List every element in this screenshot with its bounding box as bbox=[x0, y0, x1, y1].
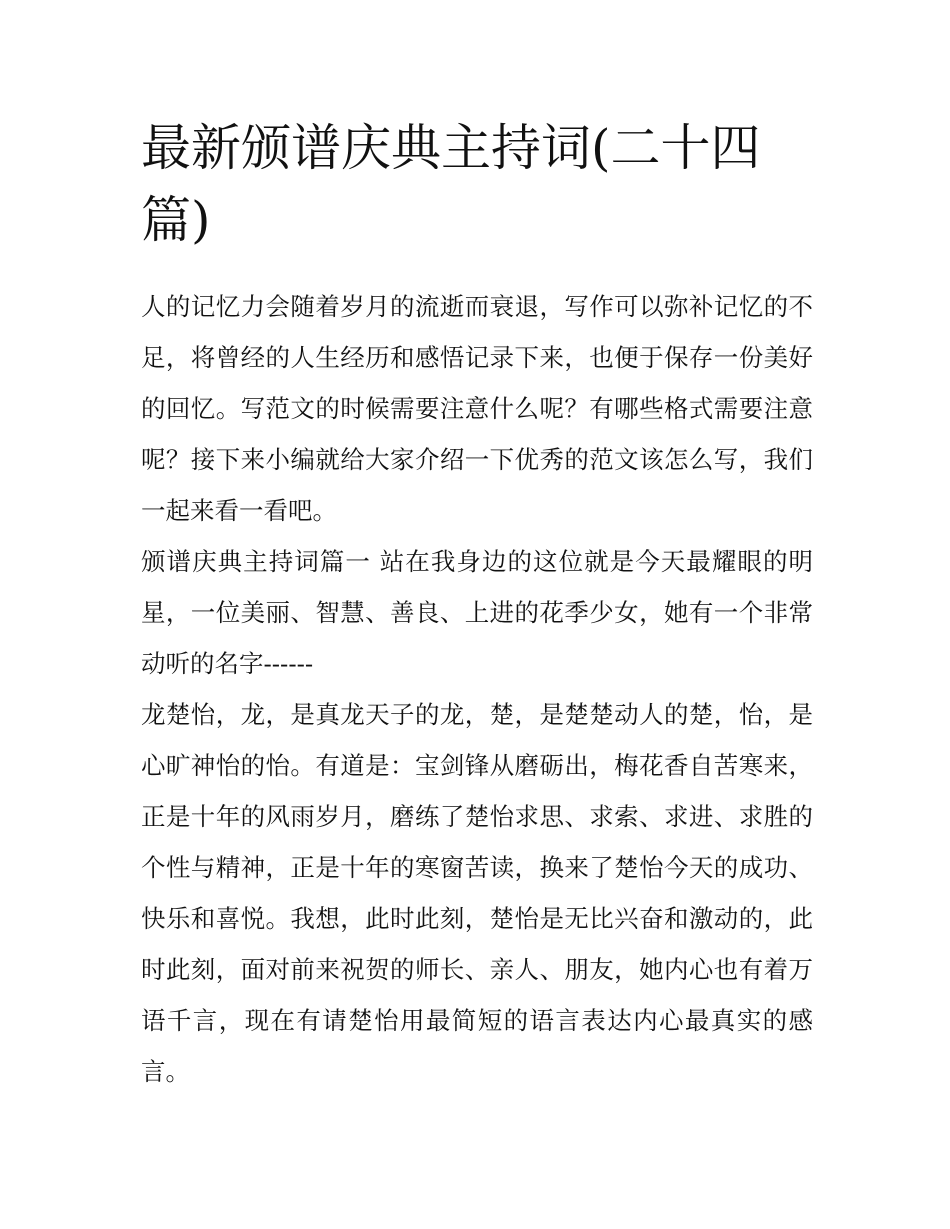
document-title: 最新颁谱庆典主持词(二十四篇) bbox=[141, 119, 761, 249]
document-body bbox=[141, 112, 813, 1097]
body-paragraph: 龙楚怡，龙，是真龙天子的龙，楚，是楚楚动人的楚，怡，是心旷神怡的怡。有道是：宝剑锋从磨砺出，梅花香自苦寒来，正是十年的风雨岁月，磨练了楚怡求思、求索、求进、求胜的个性与精神，正是十年的寒窗苦读，换来了楚怡今天的成功、快乐和喜悦。我想，此时此刻，楚怡是无比兴奋和激动的，此时此刻，面对前来祝贺的师长、亲人、朋友，她内心也有着万语千言，现在有请楚怡用最简短的语言表达内心最真实的感言。 bbox=[141, 700, 813, 1086]
intro-paragraph: 人的记忆力会随着岁月的流逝而衰退，写作可以弥补记忆的不足，将曾经的人生经历和感悟记录下来，也便于保存一份美好的回忆。写范文的时候需要注意什么呢？有哪些格式需要注意呢？接下来小编就给大家介绍一下优秀的范文该怎么写，我们一起来看一看吧。 bbox=[141, 292, 813, 525]
body-paragraph: 颁谱庆典主持词篇一 站在我身边的这位就是今天最耀眼的明星，一位美丽、智慧、善良、上进的花季少女，她有一个非常动听的名字------ bbox=[141, 547, 813, 678]
